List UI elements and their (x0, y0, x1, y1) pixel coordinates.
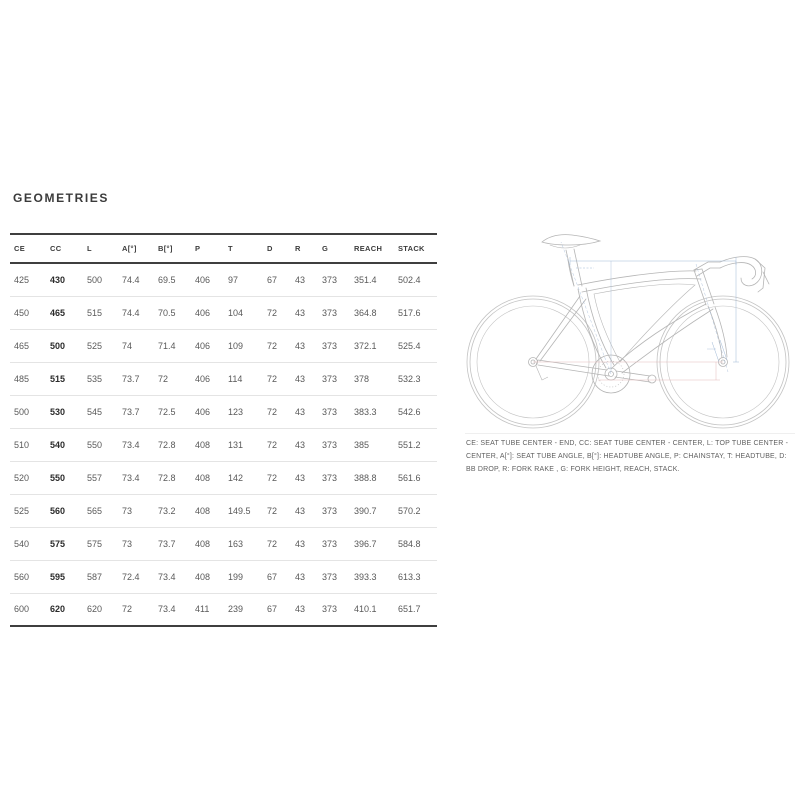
cell-g: 373 (322, 560, 354, 593)
cell-r: 43 (295, 560, 322, 593)
cell-d: 72 (267, 527, 295, 560)
cell-p: 406 (195, 362, 228, 395)
cell-g: 373 (322, 296, 354, 329)
cell-stack: 561.6 (398, 461, 437, 494)
cell-reach: 393.3 (354, 560, 398, 593)
cell-d: 72 (267, 362, 295, 395)
cell-d: 67 (267, 593, 295, 626)
caption-divider (465, 433, 795, 434)
cell-p: 408 (195, 428, 228, 461)
cell-ce: 485 (10, 362, 50, 395)
table-row (10, 395, 437, 428)
saddle (542, 235, 600, 248)
cell-a: 73 (122, 494, 158, 527)
cell-ce: 425 (10, 263, 50, 296)
column-header-cc: CC (50, 234, 87, 263)
cell-t: 149.5 (228, 494, 267, 527)
cell-stack: 542.6 (398, 395, 437, 428)
cell-reach: 396.7 (354, 527, 398, 560)
cell-l: 545 (87, 395, 122, 428)
cell-g: 373 (322, 428, 354, 461)
cell-g: 373 (322, 362, 354, 395)
cell-reach: 372.1 (354, 329, 398, 362)
cell-r: 43 (295, 593, 322, 626)
cell-l: 515 (87, 296, 122, 329)
cell-stack: 551.2 (398, 428, 437, 461)
cell-t: 114 (228, 362, 267, 395)
cell-stack: 517.6 (398, 296, 437, 329)
column-header-p: P (195, 234, 228, 263)
cell-ce: 510 (10, 428, 50, 461)
cell-p: 406 (195, 296, 228, 329)
cell-g: 373 (322, 263, 354, 296)
cell-p: 408 (195, 527, 228, 560)
column-header-l: L (87, 234, 122, 263)
cell-reach: 385 (354, 428, 398, 461)
cell-g: 373 (322, 329, 354, 362)
cell-p: 408 (195, 494, 228, 527)
cell-g: 373 (322, 395, 354, 428)
cell-ce: 500 (10, 395, 50, 428)
cell-t: 163 (228, 527, 267, 560)
column-header-a: A[°] (122, 234, 158, 263)
cell-g: 373 (322, 494, 354, 527)
cell-stack: 525.4 (398, 329, 437, 362)
cell-a: 73 (122, 527, 158, 560)
cell-t: 239 (228, 593, 267, 626)
cell-l: 575 (87, 527, 122, 560)
table-row (10, 428, 437, 461)
cell-l: 557 (87, 461, 122, 494)
cell-reach: 388.8 (354, 461, 398, 494)
cell-a: 74 (122, 329, 158, 362)
cell-ce: 520 (10, 461, 50, 494)
cell-l: 535 (87, 362, 122, 395)
cell-ce: 465 (10, 329, 50, 362)
cell-g: 373 (322, 593, 354, 626)
bike-geometry-diagram (458, 204, 800, 436)
cell-d: 72 (267, 395, 295, 428)
table-row (10, 461, 437, 494)
table-row (10, 593, 437, 626)
cell-b: 73.2 (158, 494, 195, 527)
cell-p: 406 (195, 329, 228, 362)
cell-a: 73.4 (122, 461, 158, 494)
cell-r: 43 (295, 263, 322, 296)
cell-cc: 500 (50, 329, 87, 362)
cell-r: 43 (295, 527, 322, 560)
cell-r: 43 (295, 329, 322, 362)
cell-cc: 550 (50, 461, 87, 494)
cell-a: 74.4 (122, 296, 158, 329)
cell-a: 72.4 (122, 560, 158, 593)
cell-stack: 613.3 (398, 560, 437, 593)
cell-b: 73.4 (158, 560, 195, 593)
column-header-reach: REACH (354, 234, 398, 263)
cell-stack: 584.8 (398, 527, 437, 560)
cell-ce: 450 (10, 296, 50, 329)
cell-p: 406 (195, 395, 228, 428)
cell-t: 109 (228, 329, 267, 362)
handlebar (694, 257, 769, 292)
cell-cc: 515 (50, 362, 87, 395)
cell-d: 72 (267, 428, 295, 461)
cell-b: 73.4 (158, 593, 195, 626)
cell-d: 72 (267, 296, 295, 329)
cell-cc: 465 (50, 296, 87, 329)
cell-a: 72 (122, 593, 158, 626)
cell-reach: 390.7 (354, 494, 398, 527)
cell-p: 406 (195, 263, 228, 296)
cell-d: 67 (267, 560, 295, 593)
cell-l: 565 (87, 494, 122, 527)
cell-stack: 502.4 (398, 263, 437, 296)
cell-b: 72.8 (158, 461, 195, 494)
geometry-table-wrap (10, 233, 437, 627)
cell-b: 69.5 (158, 263, 195, 296)
cell-ce: 560 (10, 560, 50, 593)
cell-stack: 532.3 (398, 362, 437, 395)
cell-b: 70.5 (158, 296, 195, 329)
cell-r: 43 (295, 461, 322, 494)
cell-l: 587 (87, 560, 122, 593)
cell-t: 123 (228, 395, 267, 428)
cell-cc: 560 (50, 494, 87, 527)
bike-frame (536, 249, 727, 376)
cell-b: 72 (158, 362, 195, 395)
page-title: GEOMETRIES (13, 191, 110, 205)
cell-t: 97 (228, 263, 267, 296)
cell-d: 67 (267, 263, 295, 296)
cell-p: 411 (195, 593, 228, 626)
cell-a: 73.7 (122, 362, 158, 395)
table-row (10, 527, 437, 560)
cell-ce: 540 (10, 527, 50, 560)
geometry-table-header-row (10, 234, 437, 263)
table-row (10, 494, 437, 527)
cell-t: 199 (228, 560, 267, 593)
cell-l: 500 (87, 263, 122, 296)
cell-d: 72 (267, 494, 295, 527)
cell-b: 71.4 (158, 329, 195, 362)
cell-reach: 364.8 (354, 296, 398, 329)
cell-ce: 600 (10, 593, 50, 626)
diagram-caption: CE: SEAT TUBE CENTER - END, CC: SEAT TUBE CENTER - CENTER, L: TOP TUBE CENTER - CENTER, A[°]: SEAT TUBE ANGLE, B[°]: HEADTUBE ANGLE, P: CHAINSTAY, T: HEADTUBE, D: BB DROP, R: FORK RAKE , G: FORK HEIGHT, REACH, STACK. (466, 440, 789, 473)
cell-t: 142 (228, 461, 267, 494)
cell-cc: 530 (50, 395, 87, 428)
column-header-d: D (267, 234, 295, 263)
cell-stack: 651.7 (398, 593, 437, 626)
cell-l: 620 (87, 593, 122, 626)
cell-reach: 410.1 (354, 593, 398, 626)
cell-r: 43 (295, 362, 322, 395)
cell-r: 43 (295, 296, 322, 329)
cell-ce: 525 (10, 494, 50, 527)
column-header-b: B[°] (158, 234, 195, 263)
cell-a: 74.4 (122, 263, 158, 296)
cell-r: 43 (295, 428, 322, 461)
cell-g: 373 (322, 527, 354, 560)
table-row (10, 263, 437, 296)
cell-cc: 430 (50, 263, 87, 296)
column-header-ce: CE (10, 234, 50, 263)
column-header-r: R (295, 234, 322, 263)
cell-b: 72.8 (158, 428, 195, 461)
cell-g: 373 (322, 461, 354, 494)
cell-cc: 540 (50, 428, 87, 461)
cell-cc: 620 (50, 593, 87, 626)
column-header-g: G (322, 234, 354, 263)
table-row (10, 329, 437, 362)
table-row (10, 362, 437, 395)
cell-p: 408 (195, 560, 228, 593)
cell-cc: 575 (50, 527, 87, 560)
table-row (10, 560, 437, 593)
cell-b: 72.5 (158, 395, 195, 428)
cell-a: 73.7 (122, 395, 158, 428)
cell-d: 72 (267, 329, 295, 362)
cell-cc: 595 (50, 560, 87, 593)
cell-stack: 570.2 (398, 494, 437, 527)
column-header-t: T (228, 234, 267, 263)
table-row (10, 296, 437, 329)
cell-r: 43 (295, 494, 322, 527)
cell-p: 408 (195, 461, 228, 494)
cell-l: 550 (87, 428, 122, 461)
cell-a: 73.4 (122, 428, 158, 461)
cell-b: 73.7 (158, 527, 195, 560)
column-header-stack: STACK (398, 234, 437, 263)
cell-reach: 383.3 (354, 395, 398, 428)
cell-r: 43 (295, 395, 322, 428)
geometry-table (10, 233, 437, 627)
cell-reach: 378 (354, 362, 398, 395)
cell-t: 104 (228, 296, 267, 329)
cell-d: 72 (267, 461, 295, 494)
cell-l: 525 (87, 329, 122, 362)
cell-t: 131 (228, 428, 267, 461)
cell-reach: 351.4 (354, 263, 398, 296)
